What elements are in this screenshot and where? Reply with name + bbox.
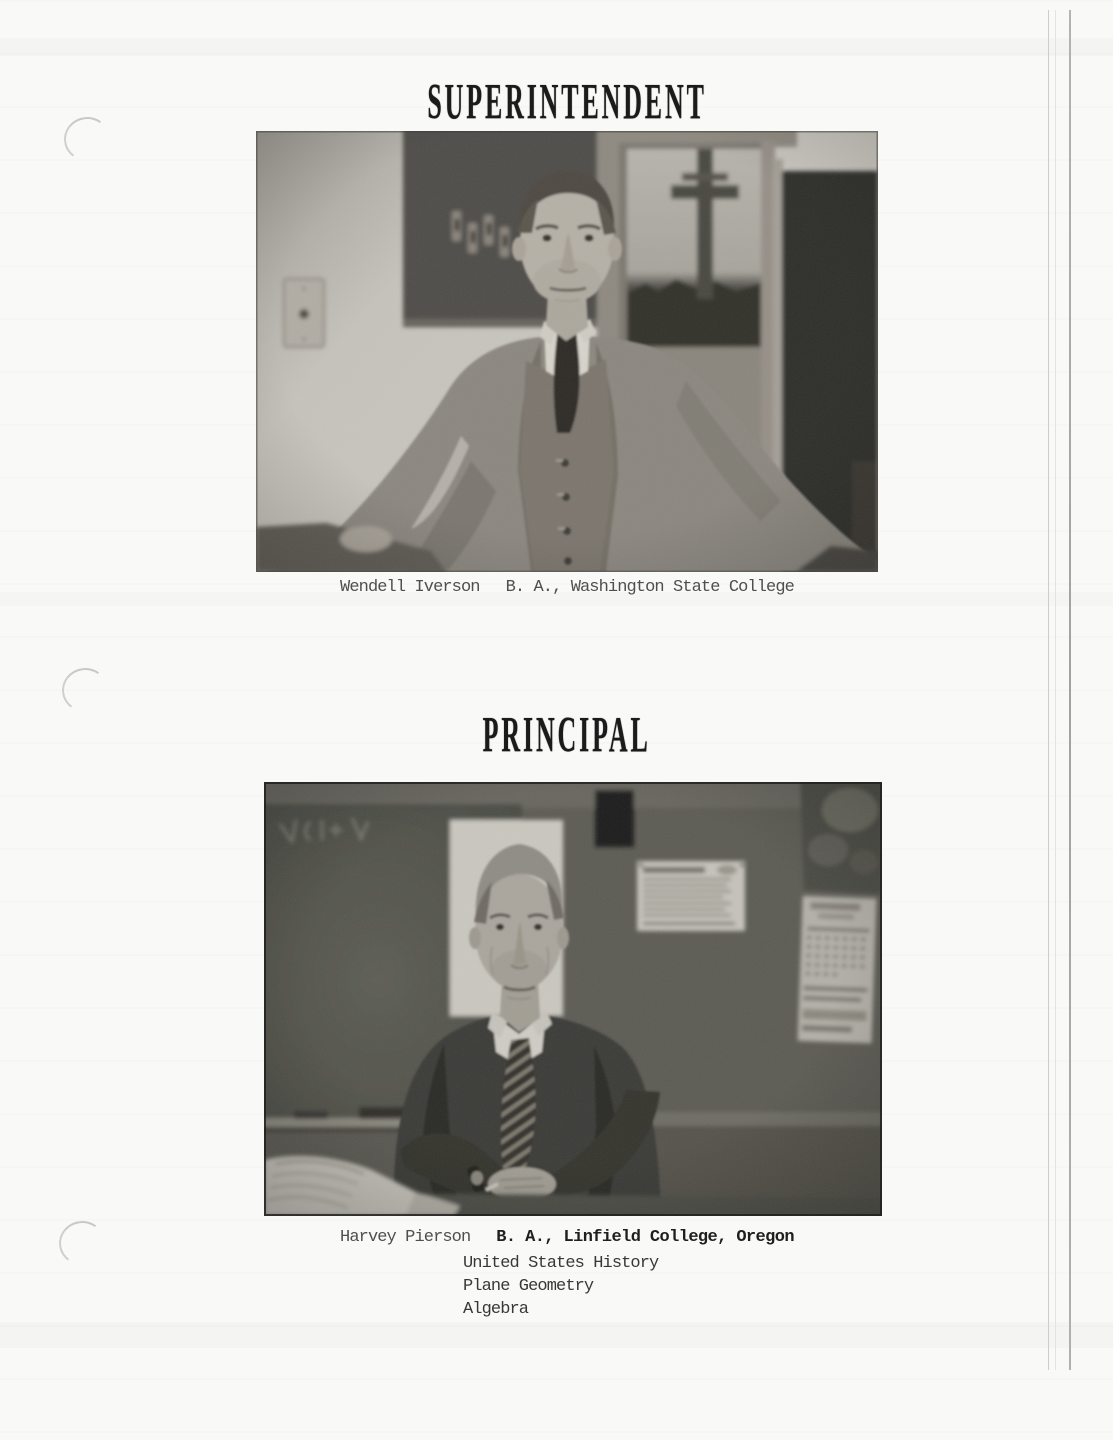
page-edge-line xyxy=(1069,10,1071,1370)
superintendent-photo-art xyxy=(256,131,878,572)
principal-photo-art xyxy=(264,782,882,1216)
scan-artifact-band xyxy=(0,38,1113,56)
page-edge-line xyxy=(1048,10,1049,1370)
hole-punch-mark xyxy=(59,665,111,715)
hole-punch-mark xyxy=(61,114,113,164)
superintendent-name: Wendell Iverson xyxy=(340,578,480,597)
principal-title: PRINCIPAL xyxy=(482,706,652,763)
page-edge-line xyxy=(1055,10,1056,1370)
principal-caption xyxy=(249,1226,885,1250)
superintendent-caption xyxy=(249,576,885,600)
subject-item: Plane Geometry xyxy=(463,1277,594,1296)
subject-item: United States History xyxy=(463,1254,659,1273)
principal-name: Harvey Pierson xyxy=(340,1228,471,1247)
subject-item: Algebra xyxy=(463,1300,529,1319)
principal-photo xyxy=(264,782,882,1216)
scan-artifact-band xyxy=(0,1322,1113,1348)
superintendent-photo xyxy=(256,131,878,572)
hole-punch-mark xyxy=(56,1218,108,1268)
superintendent-section-title-wrap xyxy=(256,73,878,130)
principal-subjects-list xyxy=(463,1252,658,1321)
superintendent-credentials: B. A., Washington State College xyxy=(505,578,794,597)
principal-credentials: B. A., Linfield College, Oregon xyxy=(496,1228,794,1247)
principal-section-title-wrap xyxy=(256,706,878,763)
superintendent-title: SUPERINTENDENT xyxy=(427,73,707,130)
